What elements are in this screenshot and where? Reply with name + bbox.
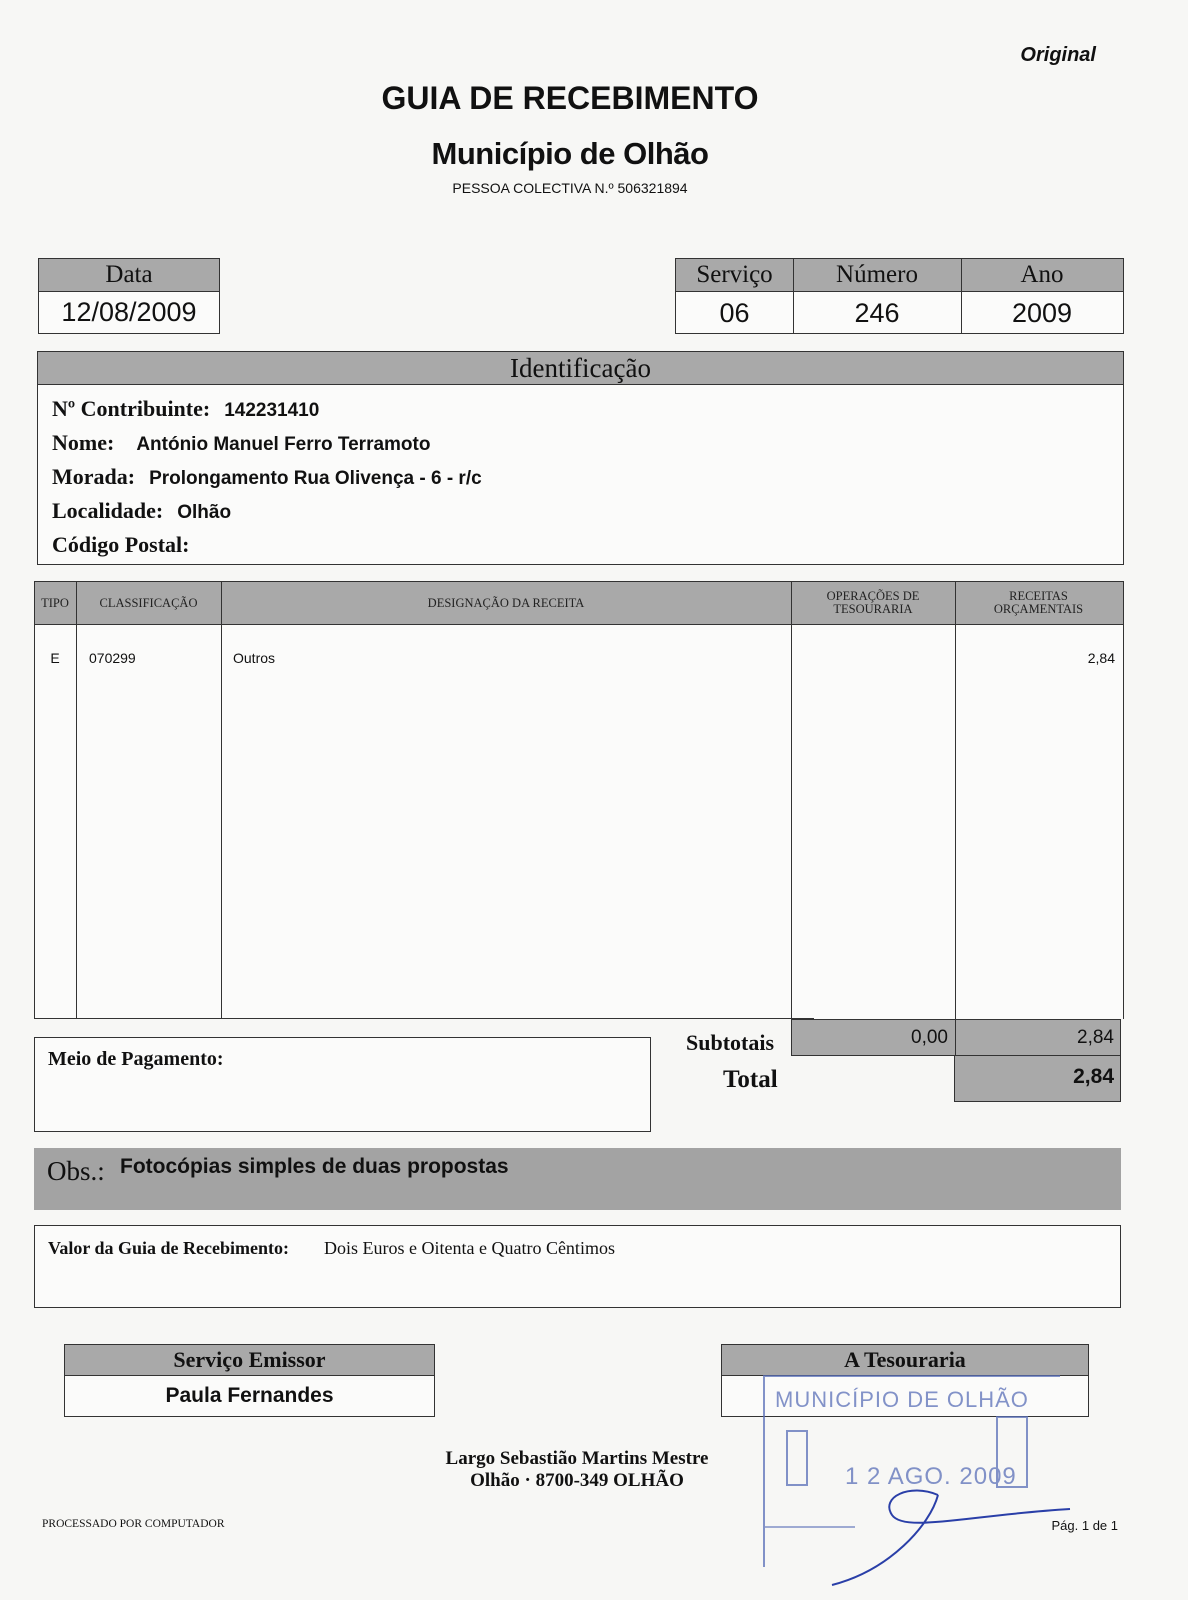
issuer-label: Serviço Emissor	[65, 1345, 434, 1376]
identification-box	[37, 351, 1124, 565]
amount-words-value: Dois Euros e Oitenta e Quatro Cêntimos	[324, 1238, 615, 1258]
payment-box	[34, 1037, 651, 1132]
obs-value: Fotocópias simples de duas propostas	[120, 1155, 509, 1178]
col-receitas-line2: ORÇAMENTAIS	[993, 602, 1084, 616]
date-box	[38, 258, 220, 334]
col-operacoes-line1: OPERAÇÕES DE	[826, 589, 920, 603]
address-row	[52, 464, 482, 490]
service-value: 06	[719, 298, 750, 328]
total-value: 2,84	[1073, 1065, 1114, 1088]
subtotals-label: Subtotais	[686, 1030, 775, 1055]
stamp-line1: MUNICÍPIO DE OLHÃO	[775, 1387, 1029, 1412]
locality-label: Localidade:	[52, 498, 164, 523]
amount-words-label: Valor da Guia de Recebimento:	[48, 1238, 289, 1258]
name-label: Nome:	[52, 430, 115, 455]
identification-header: Identificação	[38, 352, 1123, 385]
row-classificacao: 070299	[89, 650, 136, 666]
col-classificacao: CLASSIFICAÇÃO	[99, 595, 198, 610]
subtotal-receitas: 2,84	[1077, 1027, 1114, 1048]
number-value: 246	[854, 298, 900, 328]
postal-row	[52, 532, 204, 558]
treasury-label: A Tesouraria	[722, 1345, 1088, 1376]
col-designacao: DESIGNAÇÃO DA RECEITA	[427, 595, 585, 610]
locality-value: Olhão	[177, 502, 232, 523]
obs-bar	[34, 1148, 1121, 1210]
address-line2: Olhão · 8700-349 OLHÃO	[470, 1470, 684, 1491]
year-value: 2009	[1011, 298, 1073, 328]
revenue-table	[34, 581, 1124, 1019]
col-tipo: TIPO	[41, 595, 69, 610]
obs-label: Obs.:	[47, 1156, 105, 1186]
postal-label: Código Postal:	[52, 532, 190, 557]
document-title: GUIA DE RECEBIMENTO	[381, 80, 759, 116]
col-receitas-line1: RECEITAS	[1009, 589, 1068, 603]
amount-words-box	[34, 1225, 1121, 1308]
issuer-value: Paula Fernandes	[165, 1384, 334, 1407]
address-value: Prolongamento Rua Olivença - 6 - r/c	[149, 468, 482, 489]
col-operacoes-line2: TESOURARIA	[833, 602, 913, 616]
col-receitas	[955, 582, 1122, 624]
col-operacoes	[791, 582, 955, 624]
service-label: Serviço	[696, 261, 773, 288]
address-line1: Largo Sebastião Martins Mestre	[445, 1448, 709, 1469]
payment-label: Meio de Pagamento:	[48, 1048, 224, 1070]
date-value: 12/08/2009	[61, 297, 197, 327]
name-row	[52, 430, 430, 456]
processed-label: PROCESSADO POR COMPUTADOR	[42, 1518, 225, 1530]
subtotals-box	[791, 1019, 1121, 1056]
name-value: António Manuel Ferro Terramoto	[136, 434, 431, 455]
number-label: Número	[836, 261, 918, 288]
locality-row	[52, 498, 231, 524]
address-block	[0, 1448, 1154, 1492]
page-number: Pág. 1 de 1	[1051, 1518, 1118, 1533]
reference-box	[675, 258, 1124, 334]
row-designacao: Outros	[233, 650, 276, 666]
address-label: Morada:	[52, 464, 136, 489]
year-label: Ano	[1020, 261, 1064, 288]
stamp-date: 1 2 AGO. 2009	[845, 1463, 1017, 1490]
municipality-name: Município de Olhão	[431, 136, 709, 171]
row-tipo: E	[50, 650, 60, 666]
taxpayer-value: 142231410	[224, 400, 320, 421]
total-label: Total	[723, 1066, 778, 1093]
nif-line: PESSOA COLECTIVA N.º 506321894	[452, 180, 688, 196]
taxpayer-row	[52, 396, 319, 422]
total-box	[954, 1056, 1121, 1102]
date-label: Data	[39, 259, 219, 292]
copy-label: Original	[1020, 44, 1096, 66]
row-receitas: 2,84	[1087, 650, 1115, 666]
signature-icon	[820, 1475, 1090, 1600]
issuer-box	[64, 1344, 435, 1417]
subtotal-operacoes: 0,00	[911, 1027, 948, 1048]
taxpayer-label: Nº Contribuinte:	[52, 396, 211, 421]
